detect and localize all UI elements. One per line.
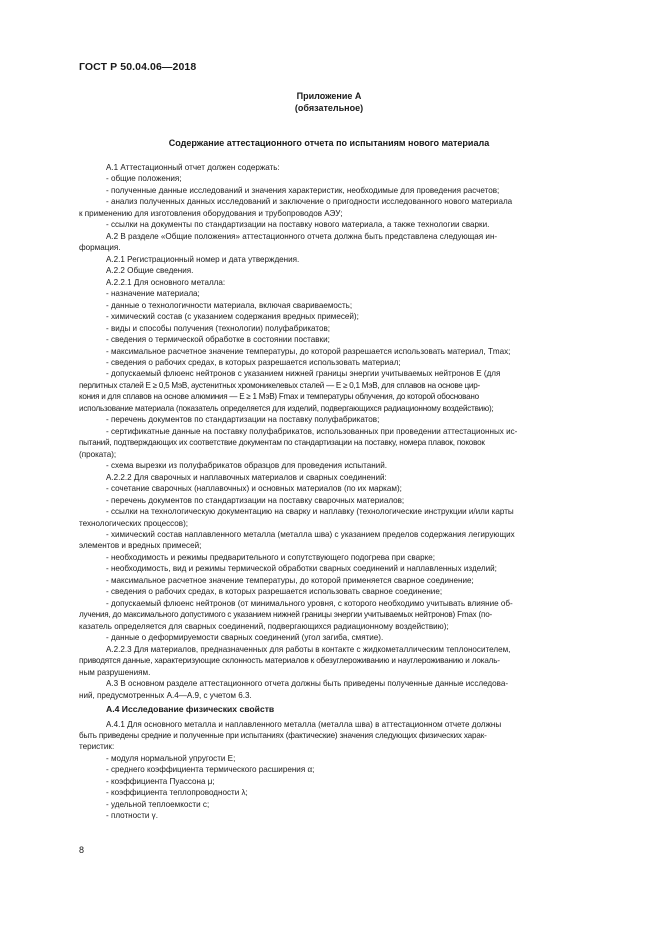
text-line: - данные о технологичности материала, включая свариваемость; (106, 300, 353, 310)
text-line: А.3 В основном разделе аттестационного отчета должны быть приведены полученные данные исследова- (106, 679, 509, 689)
appendix-status: (обязательное) (294, 103, 364, 113)
text-line: быть приведены средние и полученные при испытаниях (фактические) значения следующих физических харак- (79, 730, 487, 740)
text-line: теристик: (79, 742, 115, 752)
text-line: - анализ полученных данных исследований и заключение о пригодности исследованного нового материала (106, 197, 513, 207)
text-line: А.2 В разделе «Общие положения» аттестационного отчета должна быть представлена следующая ин- (106, 231, 498, 241)
text-line: - полученные данные исследований и значения характеристик, необходимые для проведения расчетов; (106, 185, 500, 195)
text-line: (проката); (79, 449, 117, 459)
text-line: - сертификатные данные на поставку полуфабрикатов, использованных при проведении аттестационных ис- (106, 426, 518, 436)
text-line: - схема вырезки из полуфабрикатов образцов для проведения испытаний. (106, 461, 387, 471)
text-line: лучения, до максимального допустимого с указанием нижней границы энергии учитываемых нейтронов) Fmax (по- (79, 610, 493, 620)
text-line: ным разрушениям. (79, 667, 151, 677)
text-line: приводятся данные, характеризующие склонность материалов к обезуглероживанию и науглероживанию и локаль- (79, 656, 500, 666)
text-line: А.1 Аттестационный отчет должен содержать: (106, 163, 280, 172)
text-line: казатель определяется для сварных соединений, подвергающихся радиационному воздействию); (79, 621, 449, 631)
text-line: - сведения о термической обработке в состоянии поставки; (106, 335, 330, 345)
text-line: технологических процессов); (79, 518, 189, 528)
text-line: к применению для изготовления оборудования и трубопроводов АЭУ; (79, 208, 343, 218)
text-line: - удельной теплоемкости c; (106, 799, 210, 809)
text-line: - сведения о рабочих средах, в которых разрешается использовать сварное соединение; (106, 587, 443, 597)
appendix-title: Приложение А (296, 91, 362, 101)
text-line: - данные о деформируемости сварных соединений (угол загиба, смятие). (106, 633, 384, 643)
text-line: - химический состав наплавленного металла (металла шва) с указанием пределов содержания легирующих (106, 530, 515, 539)
text-line: А.2.2.1 Для основного металла: (106, 277, 226, 287)
text-line: - среднего коэффициента термического расширения α; (106, 765, 315, 775)
text-line: - перечень документов по стандартизации на поставку сварочных материалов; (106, 495, 405, 505)
text-line: перлитных сталей E ≥ 0,5 МэВ, аустенитных хромоникелевых сталей — E ≥ 0,1 МэВ, для сплавов на основе цир- (79, 380, 480, 390)
text-line: - общие положения; (106, 174, 182, 184)
text-line: - виды и способы получения (технологии) полуфабрикатов; (106, 323, 331, 333)
text-line: А.2.2.3 Для материалов, предназначенных для работы в контакте с жидкометаллическим теплоносителем, (106, 644, 511, 654)
text-line: формация. (79, 243, 121, 253)
text-line: - ссылки на технологическую документацию на сварку и наплавку (технологические инструкции и/или карты (106, 507, 514, 517)
text-line: А.2.2.2 Для сварочных и наплавочных материалов и сварных соединений: (106, 472, 387, 482)
text-line: - максимальное расчетное значение температуры, до которой разрешается использовать материал, Tmax; (106, 346, 511, 356)
text-line: - назначение материала; (106, 289, 200, 299)
document-body (79, 162, 582, 822)
text-line: - модуля нормальной упругости E; (106, 753, 236, 763)
text-line: элементов и вредных примесей; (79, 541, 202, 551)
text-line: кония и для сплавов на основе алюминия — E ≥ 1 МэВ) Fmax и температуры облучения, до которой обосновано (79, 392, 479, 402)
text-line: - коэффициента теплопроводности λ; (106, 788, 248, 798)
text-line: - необходимость, вид и режимы термической обработки сварных соединений и наплавленных изделий; (106, 564, 497, 574)
text-line: - сведения о рабочих средах, в которых разрешается использовать материал; (106, 357, 401, 367)
text-line: - максимальное расчетное значение температуры, до которой применяется сварное соединение; (106, 575, 474, 585)
text-line: А.4.1 Для основного металла и наплавленного металла (металла шва) в аттестационном отчете должны (106, 719, 502, 729)
section-heading: А.4 Исследование физических свойств (106, 704, 275, 715)
appendix-heading: Содержание аттестационного отчета по испытаниям нового материала (168, 138, 490, 148)
text-line: - допускаемый флюенс нейтронов (от минимального уровня, с которого необходимо учитывать влияние об- (106, 598, 513, 608)
text-line: ний, предусмотренных А.4—А.9, с учетом 6.3. (79, 690, 252, 700)
text-line: А.2.1 Регистрационный номер и дата утверждения. (106, 254, 300, 264)
text-line: - перечень документов по стандартизации на поставку полуфабрикатов; (106, 415, 380, 425)
text-line: - плотности γ. (106, 811, 158, 821)
text-line: пытаний, подтверждающих их соответствие документам по стандартизации на поставку, номера плавок, поковок (79, 438, 485, 448)
text-line: - необходимость и режимы предварительного и сопутствующего подогрева при сварке; (106, 552, 435, 562)
text-line: - допускаемый флюенс нейтронов с указанием нижней границы энергии учитываемых нейтронов E (для (106, 369, 501, 379)
document-header: ГОСТ Р 50.04.06—2018 (79, 61, 197, 73)
text-line: - химический состав (с указанием содержания вредных примесей); (106, 312, 359, 322)
page-number: 8 (79, 845, 85, 855)
text-line: - ссылки на документы по стандартизации на поставку нового материала, а также технологии сварки. (106, 220, 490, 230)
text-line: - сочетание сварочных (наплавочных) и основных материалов (по их маркам); (106, 484, 402, 494)
text-line: - коэффициента Пуассона μ; (106, 776, 215, 786)
text-line: А.2.2 Общие сведения. (106, 266, 194, 276)
text-line: использование материала (показатель определяется для изделий, подвергающихся радиационному воздействию); (79, 403, 494, 413)
